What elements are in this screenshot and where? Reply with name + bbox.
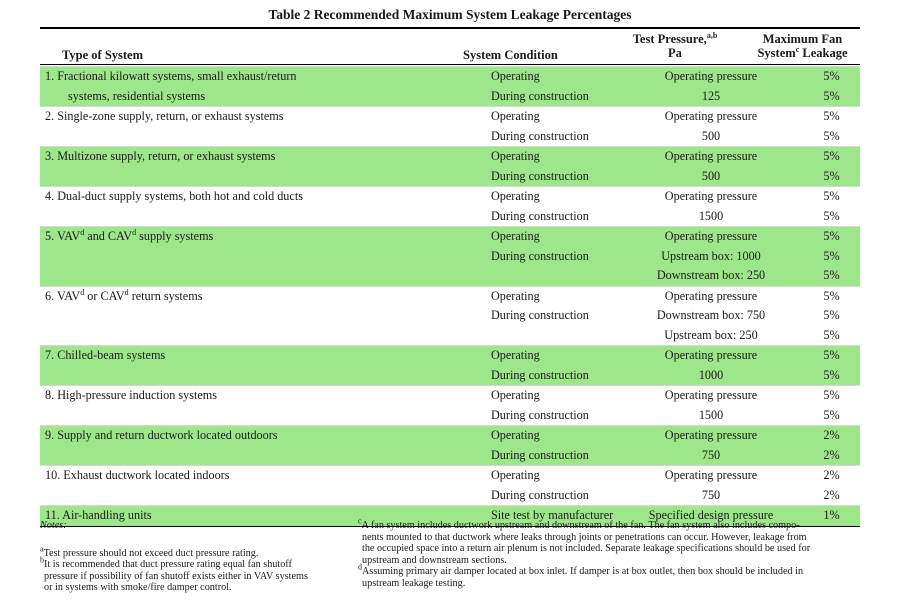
table-group-8 <box>40 386 860 426</box>
cell-leakage: 5% <box>781 346 860 366</box>
note-d-marker: d <box>358 562 362 572</box>
cell-condition: During construction <box>491 208 589 223</box>
cell-pressure: 1000 <box>641 366 781 386</box>
cell-type: 3. Multizone supply, return, or exhaust systems <box>40 147 488 167</box>
cell-pressure: Downstream box: 750 <box>656 308 766 322</box>
table-row <box>40 446 860 466</box>
type-text: 6. VAV <box>45 288 81 303</box>
table-group-6 <box>40 286 860 346</box>
cell-leakage: 5% <box>781 247 860 267</box>
table-group-7 <box>40 346 860 386</box>
table-row <box>40 426 860 446</box>
cell-leakage: 5% <box>781 67 860 87</box>
cell-type: systems, residential systems <box>40 87 488 107</box>
cell-leakage: 2% <box>781 426 860 446</box>
table-row <box>40 207 860 227</box>
cell-condition: During construction <box>488 167 641 187</box>
cell-condition: Operating <box>488 466 641 486</box>
header-max-fan-leakage <box>740 32 865 60</box>
note-c <box>358 516 868 532</box>
table-row <box>40 346 860 366</box>
note-c-line1: A fan system includes ductwork upstream and downstream of the fan. The fan system also includes compo- <box>361 520 800 531</box>
cell-leakage: 2% <box>823 487 840 502</box>
header-leak-footnote: c <box>795 44 800 54</box>
header-leak-line2b: Leakage <box>799 46 848 60</box>
cell-type <box>40 247 488 267</box>
cell-pressure: 750 <box>641 446 781 466</box>
type-text: or CAV <box>84 288 125 303</box>
cell-condition: Operating <box>488 67 641 87</box>
cell-type <box>40 127 488 147</box>
cell-type: 8. High-pressure induction systems <box>40 386 488 406</box>
cell-pressure: Downstream box: 250 <box>641 266 781 286</box>
cell-leakage: 2% <box>781 466 860 486</box>
note-b-line1: It is recommended that duct pressure rating equal fan shutoff <box>44 559 292 570</box>
table-row <box>40 286 860 306</box>
note-b-line3: or in systems with smoke/fire damper control. <box>44 582 232 593</box>
table-row <box>40 127 860 147</box>
table-row <box>40 266 860 286</box>
cell-condition: During construction <box>491 128 589 143</box>
cell-leakage: 5% <box>781 167 860 187</box>
cell-leakage: 5% <box>781 286 860 306</box>
footnote-marker: d <box>124 287 129 297</box>
cell-type <box>40 486 488 506</box>
cell-condition: During construction <box>491 308 589 322</box>
table-group-1 <box>40 67 860 107</box>
cell-pressure: Operating pressure <box>641 187 781 207</box>
cell-leakage: 5% <box>781 147 860 167</box>
table-row <box>40 486 860 506</box>
cell-type <box>40 227 488 247</box>
note-c-marker: c <box>358 516 362 526</box>
cell-type: 1. Fractional kilowatt systems, small exhaust/return <box>40 67 488 87</box>
table-row <box>40 187 860 207</box>
cell-pressure: 750 <box>701 487 721 502</box>
cell-condition: Operating <box>488 187 641 207</box>
note-c-line2: nents mounted to that ductwork where leaks through joints or penetrations can occur. However, leakage from <box>362 531 807 543</box>
cell-pressure: Operating pressure <box>641 147 781 167</box>
cell-pressure: Upstream box: 1000 <box>641 247 781 267</box>
cell-condition: Site test by manufacturer <box>488 506 641 527</box>
cell-pressure: Specified design pressure <box>641 506 781 527</box>
cell-leakage: 5% <box>823 308 840 322</box>
cell-type: 9. Supply and return ductwork located outdoors <box>40 426 488 446</box>
notes-label: Notes: <box>40 520 67 531</box>
cell-leakage: 5% <box>781 366 860 386</box>
table-group-9 <box>40 426 860 466</box>
note-a-text: Test pressure should not exceed duct pressure rating. <box>43 547 259 559</box>
cell-leakage: 1% <box>781 506 860 527</box>
cell-leakage: 5% <box>781 107 860 127</box>
cell-type <box>40 167 488 187</box>
type-text: return systems <box>128 288 203 303</box>
note-d-line2: upstream leakage testing. <box>362 577 466 589</box>
cell-pressure: Operating pressure <box>641 386 781 406</box>
header-test-pressure <box>600 32 750 60</box>
header-type-of-system: Type of System <box>62 48 144 62</box>
table-row <box>40 87 860 107</box>
cell-pressure: Operating pressure <box>641 426 781 446</box>
header-test-pressure-footnote: a,b <box>706 30 718 40</box>
cell-condition <box>488 266 641 286</box>
cell-condition: Operating <box>488 227 641 247</box>
footnote-marker: d <box>132 227 137 237</box>
cell-pressure: Operating pressure <box>641 346 781 366</box>
note-c-line4: upstream and downstream sections. <box>362 554 507 566</box>
cell-pressure: 1500 <box>698 208 724 223</box>
cell-type: 7. Chilled-beam systems <box>40 346 488 366</box>
leakage-table <box>40 66 860 527</box>
cell-condition: During construction <box>488 87 641 107</box>
table-row <box>40 167 860 187</box>
table-row <box>40 386 860 406</box>
table-row <box>40 366 860 386</box>
cell-leakage: 5% <box>823 208 840 223</box>
cell-type <box>40 406 488 426</box>
note-b <box>40 555 350 571</box>
cell-condition: Operating <box>488 426 641 446</box>
header-test-pressure-unit: Pa <box>668 46 682 60</box>
header-rule <box>40 64 860 65</box>
cell-type: 2. Single-zone supply, return, or exhaust systems <box>40 107 488 127</box>
header-system-condition: System Condition <box>463 48 558 62</box>
header-test-pressure-label: Test Pressure, <box>632 32 707 46</box>
cell-pressure: Operating pressure <box>641 67 781 87</box>
type-text: 5. VAV <box>45 229 81 243</box>
header-leak-line1: Maximum Fan <box>762 32 843 46</box>
cell-type <box>40 366 488 386</box>
cell-type <box>40 446 488 466</box>
footnote-marker: d <box>80 227 85 237</box>
cell-pressure: 1500 <box>698 407 724 422</box>
cell-type <box>40 326 488 346</box>
cell-pressure: 500 <box>641 167 781 187</box>
cell-condition: Operating <box>488 147 641 167</box>
table-row <box>40 227 860 247</box>
cell-type <box>40 266 488 286</box>
cell-condition: Operating <box>488 107 641 127</box>
note-b-marker: b <box>40 555 44 565</box>
table-title: Table 2 Recommended Maximum System Leakage Percentages <box>268 7 632 22</box>
cell-leakage: 5% <box>781 187 860 207</box>
cell-pressure: Upstream box: 250 <box>664 327 758 342</box>
table-row <box>40 306 860 326</box>
cell-condition <box>488 326 641 346</box>
cell-pressure: 500 <box>701 128 721 143</box>
type-text: supply systems <box>136 229 214 243</box>
cell-type <box>40 207 488 227</box>
table-group-4 <box>40 187 860 227</box>
type-text: and CAV <box>84 229 133 243</box>
table-row <box>40 147 860 167</box>
table-top-rule <box>40 27 860 29</box>
note-d-line1: Assuming primary air damper located at box inlet. If damper is at box outlet, then box should be included in <box>362 566 804 577</box>
table-row <box>40 67 860 87</box>
cell-leakage: 5% <box>823 407 840 422</box>
cell-pressure: Operating pressure <box>641 286 781 306</box>
table-group-3 <box>40 147 860 187</box>
cell-type: 4. Dual-duct supply systems, both hot and cold ducts <box>40 187 488 207</box>
cell-pressure: 125 <box>641 87 781 107</box>
cell-leakage: 2% <box>781 446 860 466</box>
cell-pressure: Operating pressure <box>641 107 781 127</box>
cell-pressure: Operating pressure <box>641 466 781 486</box>
cell-leakage: 5% <box>781 87 860 107</box>
cell-condition: During construction <box>488 247 641 267</box>
notes-left <box>40 520 350 594</box>
cell-leakage: 5% <box>781 227 860 247</box>
notes-right <box>358 516 868 589</box>
cell-condition: Operating <box>488 346 641 366</box>
cell-condition: During construction <box>488 446 641 466</box>
cell-type <box>40 286 488 306</box>
table-row <box>40 326 860 346</box>
cell-condition: Operating <box>488 286 641 306</box>
note-d <box>358 562 868 578</box>
cell-type: 10. Exhaust ductwork located indoors <box>40 466 488 486</box>
cell-condition: Operating <box>488 386 641 406</box>
cell-leakage: 5% <box>781 386 860 406</box>
cell-leakage: 5% <box>823 128 840 143</box>
note-c-line3: the occupied space into a return air plenum is not included. Separate leakage specifications should be used for <box>362 543 811 554</box>
header-leak-line2a: System <box>757 46 796 60</box>
cell-leakage: 5% <box>781 266 860 286</box>
cell-leakage: 5% <box>823 327 840 342</box>
cell-pressure: Operating pressure <box>641 227 781 247</box>
table-group-10 <box>40 466 860 506</box>
cell-type: 11. Air-handling units <box>40 506 488 527</box>
footnote-marker: d <box>80 287 85 297</box>
table-row <box>40 466 860 486</box>
table-row <box>40 107 860 127</box>
table-group-5 <box>40 227 860 287</box>
table-group-2 <box>40 107 860 147</box>
cell-condition: During construction <box>491 407 589 422</box>
note-b-line2: pressure if possibility of fan shutoff exists either in VAV systems <box>44 570 308 582</box>
cell-condition: During construction <box>488 366 641 386</box>
note-a-marker: a <box>40 544 44 554</box>
note-a <box>40 544 350 560</box>
cell-type <box>40 306 488 326</box>
cell-condition: During construction <box>491 487 589 502</box>
table-row <box>40 247 860 267</box>
table-row <box>40 406 860 426</box>
